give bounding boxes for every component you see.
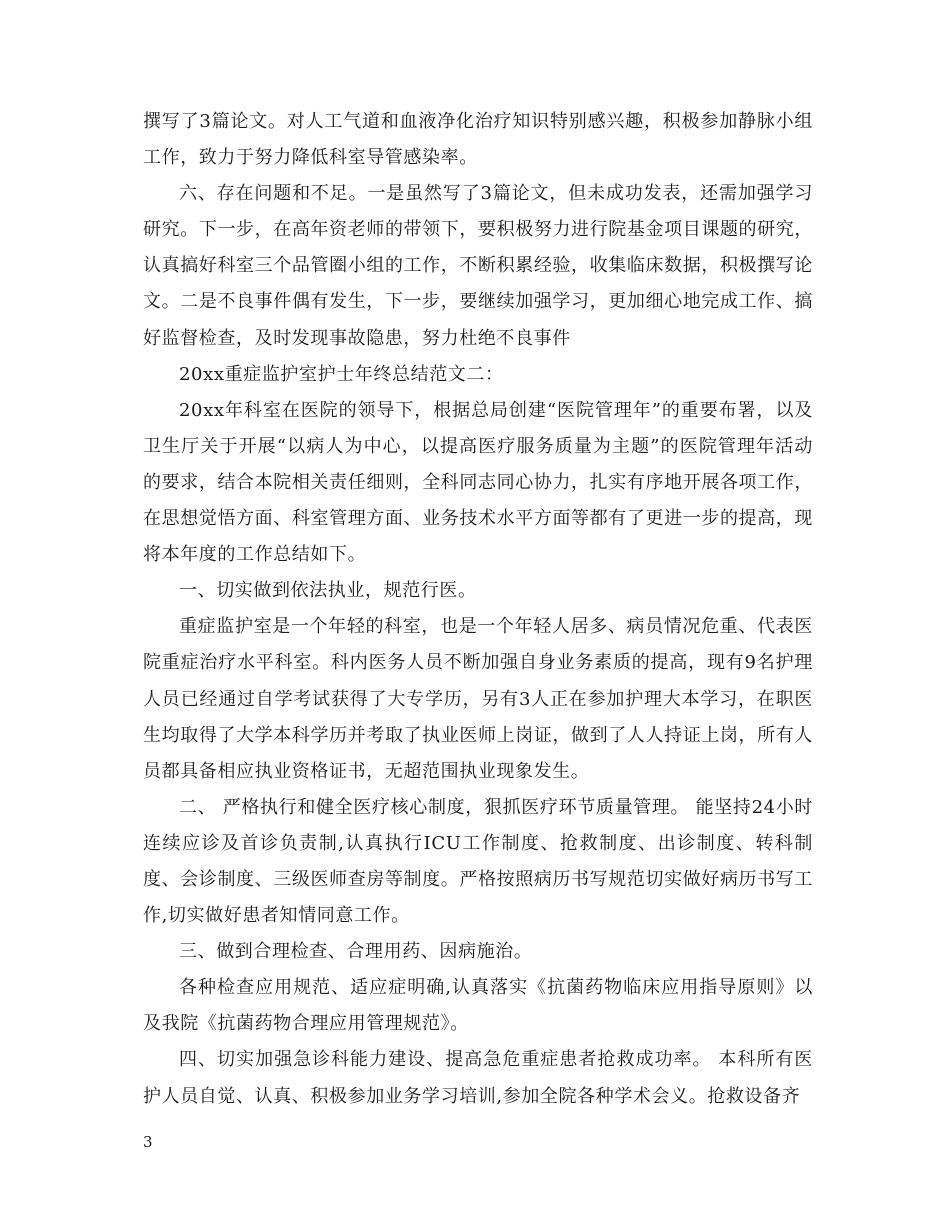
paragraph-4: 20xx年科室在医院的领导下，根据总局创建“医院管理年”的重要布署，以及卫生厅关于开展“以病人为中心，以提高医疗服务质量为主题”的医院管理年活动的要求，结合本院相关责任细则，全科同志同心协力，扎实有序地开展各项工作，在思想觉悟方面、科室管理方面、业务技术水平方面等都有了更进一步的提高，现将本年度的工作总结如下。 — [143, 399, 813, 566]
paragraph-10: 四、切实加强急诊科能力建设、提高急危重症患者抢救成功率。 本科所有医护人员自觉、认真、积极参加业务学习培训,参加全院各种学术会义。抢救设备齐 — [143, 1049, 813, 1107]
paragraph-1: 撰写了3篇论文。对人工气道和血液净化治疗知识特别感兴趣，积极参加静脉小组工作，致力于努力降低科室导管感染率。 — [143, 111, 813, 169]
paragraph-8-heading: 三、做到合理检查、合理用药、因病施治。 — [179, 941, 533, 963]
paragraph-7: 二、 严格执行和健全医疗核心制度，狠抓医疗环节质量管理。 能坚持24小时连续应诊及首诊负责制,认真执行ICU工作制度、抢救制度、出诊制度、转科制度、会诊制度、三级医师查房等制度。严格按照病历书写规范切实做好病历书写工作,切实做好患者知情同意工作。 — [143, 796, 813, 927]
paragraph-6: 重症监护室是一个年轻的科室，也是一个年轻人居多、病员情况危重、代表医院重症治疗水平科室。科内医务人员不断加强自身业务素质的提高，现有9名护理人员已经通过自学考试获得了大专学历，另有3人正在参加护理大本学习，在职医生均取得了大学本科学历并考取了执业医师上岗证，做到了人人持证上岗，所有人员都具备相应执业资格证书，无超范围执业现象发生。 — [143, 616, 813, 782]
paragraph-5-heading: 一、切实做到依法执业，规范行医。 — [179, 580, 477, 602]
paragraph-3-heading: 20xx重症监护室护士年终总结范文二： — [179, 363, 504, 385]
page-number: 3 — [143, 1133, 153, 1151]
paragraph-9: 各种检查应用规范、适应症明确,认真落实《抗菌药物临床应用指导原则》以及我院《抗菌药物合理应用管理规范》。 — [143, 977, 813, 1035]
paragraph-2: 六、存在问题和不足。一是虽然写了3篇论文，但未成功发表，还需加强学习研究。下一步，在高年资老师的带领下，要积极努力进行院基金项目课题的研究，认真搞好科室三个品管圈小组的工作，不断积累经验，收集临床数据，积极撰写论文。二是不良事件偶有发生，下一步，要继续加强学习，更加细心地完成工作、搞好监督检查，及时发现事故隐患，努力杜绝不良事件 — [143, 183, 813, 349]
document-body — [143, 104, 813, 1115]
